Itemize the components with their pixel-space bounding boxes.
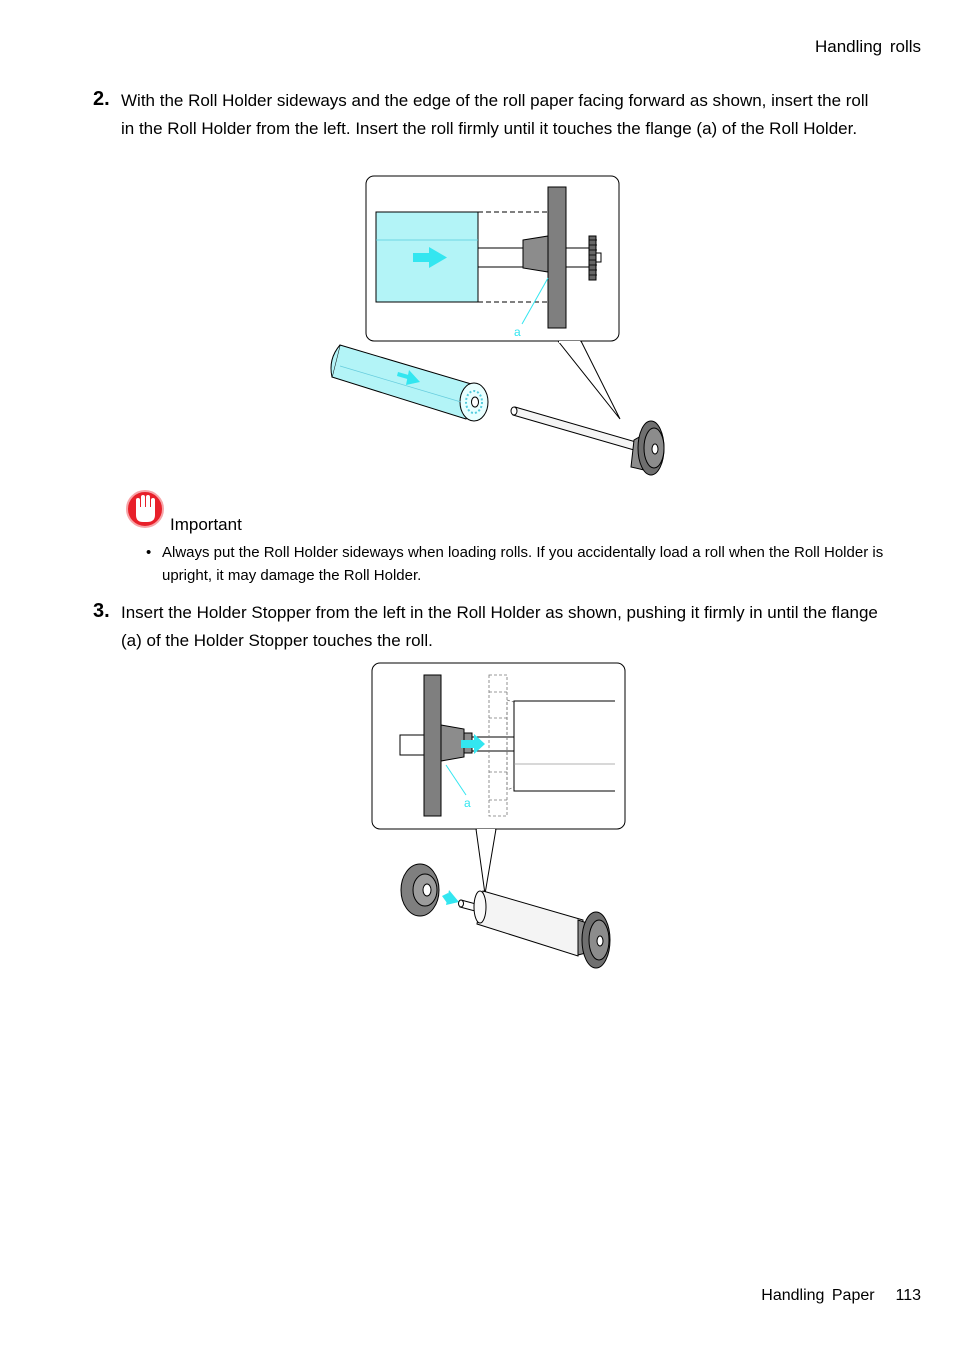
footer-section: Handling Paper [761,1287,875,1304]
important-note-text: Always put the Roll Holder sideways when loading rolls. If you accidentally load a roll when the Roll Holder is upright, it may damage the Roll Holder. [162,544,884,584]
flange-a [424,675,441,816]
step-3-text: Insert the Holder Stopper from the left in the Roll Holder as shown, pushing it firmly in until the flange (a) of the Holder Stopper touches the roll. [121,603,878,650]
holder-stopper [401,864,439,916]
step-3-number: 3. [93,600,110,622]
callout-pointer [558,341,620,419]
important-label: Important [170,515,242,534]
page-footer [761,1287,921,1305]
running-header: Handling rolls [815,37,921,56]
callout-pointer [476,829,496,894]
step-2-text: With the Roll Holder sideways and the edge of the roll paper facing forward as shown, insert the roll in the Roll Holder from the left. Insert the roll firmly until it touches the flange (a) of the Roll Holder. [121,91,869,138]
raised-hand-icon [125,489,165,529]
bullet-marker: • [146,544,152,561]
paper-roll [331,345,488,421]
arrow-right-icon [442,890,459,905]
callout-label-a: a [514,325,521,339]
roll-holder [511,407,664,475]
callout-label-a: a [464,796,471,810]
figure-insert-roll [326,174,671,484]
figure-insert-holder-stopper [368,662,630,972]
page-number: 113 [895,1287,921,1304]
step-2-number: 2. [93,88,110,110]
roll-holder [459,891,611,968]
flange-a [548,187,566,328]
